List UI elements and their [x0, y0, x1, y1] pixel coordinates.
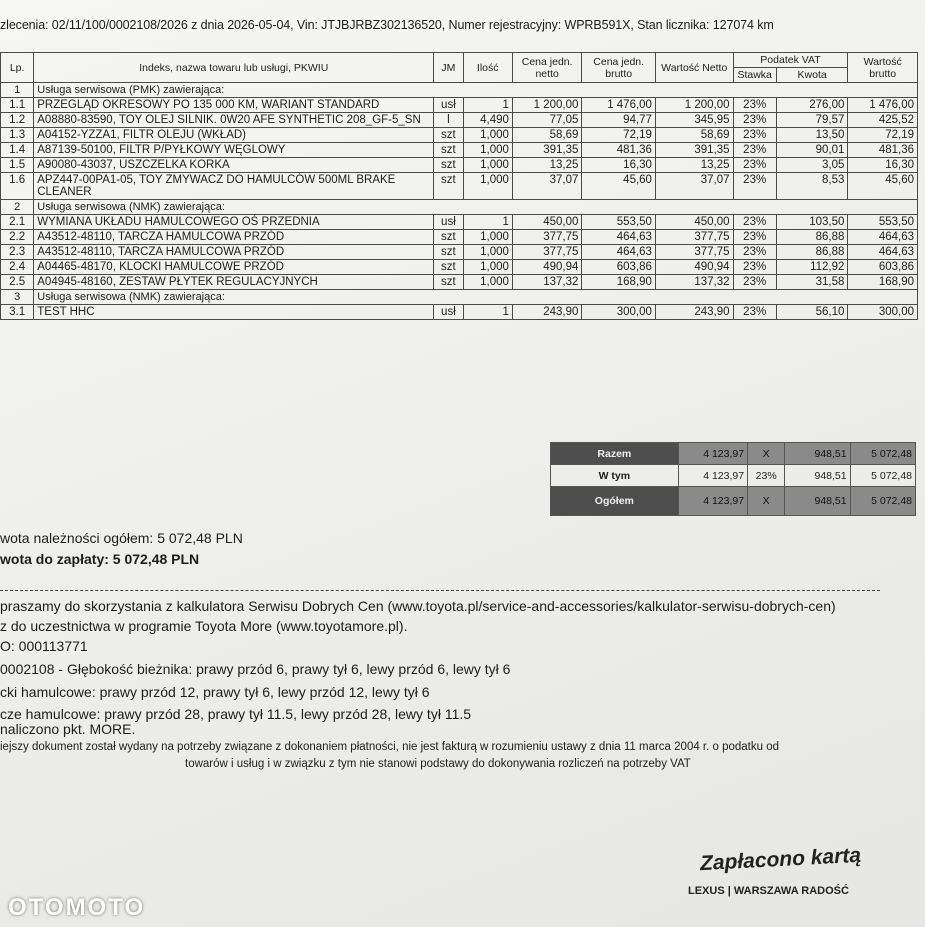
table-row [1, 245, 918, 260]
totals-vat: 948,51 [785, 487, 850, 516]
cell-name: A43512-48110, TARCZA HAMULCOWA PRZÓD [34, 245, 434, 260]
col-vat-group: Podatek VAT [733, 53, 848, 68]
cell-vat-amount: 86,88 [776, 245, 848, 260]
table-row [1, 98, 918, 113]
cell-unit-net: 243,90 [512, 305, 582, 320]
table-header-row [1, 53, 918, 68]
cell-vat-rate: 23% [733, 305, 776, 320]
cell-lp: 1.1 [1, 98, 34, 113]
col-jm: JM [434, 53, 463, 83]
cell-qty: 1,000 [463, 245, 512, 260]
disclaimer-line: iejszy dokument został wydany na potrzeby związane z dokonaniem płatności, nie jest fakturą w rozumieniu ustawy z dnia 11 marca 2004 r. o podatku od [0, 741, 780, 753]
cell-unit-gross: 300,00 [582, 305, 656, 320]
dealer-stamp: LEXUS | WARSZAWA RADOŚĆ [688, 885, 849, 897]
cell-lp: 2.1 [1, 215, 34, 230]
cell-lp: 1.6 [1, 173, 34, 200]
cell-vat-rate: 23% [733, 230, 776, 245]
cell-gross: 1 476,00 [848, 98, 918, 113]
cell-lp: 1 [1, 83, 34, 98]
cell-qty: 1,000 [463, 230, 512, 245]
cell-jm: usł [434, 305, 463, 320]
cell-jm: szt [434, 260, 463, 275]
cell-unit-net: 137,32 [512, 275, 582, 290]
cell-lp: 3 [1, 290, 34, 305]
totals-label: Razem [551, 443, 679, 465]
cell-jm: szt [434, 158, 463, 173]
cell-vat-amount: 103,50 [776, 215, 848, 230]
cell-unit-gross: 464,63 [582, 245, 656, 260]
cell-jm: szt [434, 230, 463, 245]
cell-qty: 1,000 [463, 173, 512, 200]
cell-name: A43512-48110, TARCZA HAMULCOWA PRZÓD [34, 230, 434, 245]
cell-lp: 2.3 [1, 245, 34, 260]
cell-unit-gross: 94,77 [582, 113, 656, 128]
cell-lp: 1.4 [1, 143, 34, 158]
totals-gross: 5 072,48 [850, 443, 915, 465]
section-row [1, 290, 918, 305]
cell-name: TEST HHC [34, 305, 434, 320]
cell-gross: 464,63 [848, 245, 918, 260]
totals-vat: 948,51 [785, 443, 850, 465]
col-vat-amount: Kwota [776, 68, 848, 83]
note-line: cze hamulcowe: prawy przód 28, prawy tył 11.5, lewy przód 28, lewy tył 11.5 [0, 706, 472, 722]
divider [0, 590, 880, 591]
cell-lp: 1.2 [1, 113, 34, 128]
cell-gross: 72,19 [848, 128, 918, 143]
col-lp: Lp. [1, 53, 34, 83]
cell-vat-amount: 112,92 [776, 260, 848, 275]
cell-jm: usł [434, 215, 463, 230]
cell-gross: 553,50 [848, 215, 918, 230]
cell-jm: szt [434, 173, 463, 200]
note-line: naliczono pkt. MORE. [0, 721, 136, 737]
cell-net: 58,69 [655, 128, 733, 143]
cell-jm: usł [434, 98, 463, 113]
cell-qty: 1,000 [463, 275, 512, 290]
cell-qty: 1 [463, 305, 512, 320]
cell-vat-rate: 23% [733, 128, 776, 143]
cell-vat-rate: 23% [733, 260, 776, 275]
cell-name: A90080-43037, USZCZELKA KORKA [34, 158, 434, 173]
cell-lp: 3.1 [1, 305, 34, 320]
table-row [1, 275, 918, 290]
cell-name: A04465-48170, KLOCKI HAMULCOWE PRZÓD [34, 260, 434, 275]
cell-net: 13,25 [655, 158, 733, 173]
cell-jm: szt [434, 128, 463, 143]
cell-unit-gross: 72,19 [582, 128, 656, 143]
cell-gross: 603,86 [848, 260, 918, 275]
totals-rate: 23% [748, 465, 785, 487]
col-vat-rate: Stawka [733, 68, 776, 83]
disclaimer-line: towarów i usług i w związku z tym nie stanowi podstawy do dokonywania rozliczeń na potrzeby VAT [185, 758, 691, 770]
table-row [1, 260, 918, 275]
totals-rate: X [748, 487, 785, 516]
cell-net: 377,75 [655, 245, 733, 260]
cell-unit-gross: 481,36 [582, 143, 656, 158]
cell-unit-net: 1 200,00 [512, 98, 582, 113]
cell-vat-amount: 3,05 [776, 158, 848, 173]
cell-unit-gross: 45,60 [582, 173, 656, 200]
totals-label: W tym [551, 465, 679, 487]
table-row [1, 128, 918, 143]
cell-unit-net: 77,05 [512, 113, 582, 128]
cell-qty: 1,000 [463, 260, 512, 275]
table-row [1, 113, 918, 128]
cell-name: APZ447-00PA1-05, TOY ZMYWACZ DO HAMULCÓW 500ML BRAKE CLEANER [34, 173, 434, 200]
cell-vat-rate: 23% [733, 245, 776, 260]
totals-gross: 5 072,48 [850, 465, 915, 487]
col-gross: Wartość brutto [848, 53, 918, 83]
totals-row-ogolem [551, 487, 916, 516]
cell-vat-amount: 276,00 [776, 98, 848, 113]
totals-row-razem [551, 443, 916, 465]
cell-unit-gross: 553,50 [582, 215, 656, 230]
cell-name: WYMIANA UKŁADU HAMULCOWEGO OŚ PRZEDNIA [34, 215, 434, 230]
cell-vat-rate: 23% [733, 113, 776, 128]
note-line: O: 000113771 [0, 638, 88, 654]
cell-section-name: Usługa serwisowa (NMK) zawierająca: [34, 200, 918, 215]
cell-qty: 4,490 [463, 113, 512, 128]
totals-net: 4 123,97 [678, 487, 747, 516]
cell-jm: szt [434, 245, 463, 260]
cell-unit-net: 377,75 [512, 245, 582, 260]
col-unit-net: Cena jedn. netto [512, 53, 582, 83]
cell-vat-rate: 23% [733, 275, 776, 290]
cell-unit-gross: 1 476,00 [582, 98, 656, 113]
order-header: zlecenia: 02/11/100/0002108/2026 z dnia 2026-05-04, Vin: JTJBJRBZ302136520, Numer rejestracyjny: WPRB591X, Stan licznika: 127074 km [0, 18, 774, 32]
cell-gross: 464,63 [848, 230, 918, 245]
cell-name: A08880-83590, TOY OLEJ SILNIK. 0W20 AFE SYNTHETIC 208_GF-5_SN [34, 113, 434, 128]
table-row [1, 230, 918, 245]
table-row [1, 305, 918, 320]
totals-gross: 5 072,48 [850, 487, 915, 516]
cell-vat-rate: 23% [733, 215, 776, 230]
cell-lp: 2 [1, 200, 34, 215]
col-qty: Ilość [463, 53, 512, 83]
cell-vat-rate: 23% [733, 158, 776, 173]
cell-net: 490,94 [655, 260, 733, 275]
cell-name: PRZEGLĄD OKRESOWY PO 135 000 KM, WARIANT STANDARD [34, 98, 434, 113]
cell-qty: 1 [463, 215, 512, 230]
totals-net: 4 123,97 [678, 465, 747, 487]
items-body [1, 83, 918, 320]
amount-to-pay: wota do zapłaty: 5 072,48 PLN [0, 551, 200, 567]
totals-rate: X [748, 443, 785, 465]
cell-unit-net: 377,75 [512, 230, 582, 245]
totals-row-wtym [551, 465, 916, 487]
table-row [1, 173, 918, 200]
cell-lp: 2.5 [1, 275, 34, 290]
cell-unit-net: 450,00 [512, 215, 582, 230]
cell-unit-net: 391,35 [512, 143, 582, 158]
cell-vat-amount: 13,50 [776, 128, 848, 143]
cell-vat-amount: 90,01 [776, 143, 848, 158]
cell-lp: 1.3 [1, 128, 34, 143]
note-line: 0002108 - Głębokość bieżnika: prawy przód 6, prawy tył 6, lewy przód 6, lewy tył 6 [0, 661, 511, 677]
totals-label: Ogółem [551, 487, 679, 516]
totals-vat: 948,51 [785, 465, 850, 487]
cell-net: 377,75 [655, 230, 733, 245]
cell-net: 137,32 [655, 275, 733, 290]
cell-lp: 1.5 [1, 158, 34, 173]
cell-unit-net: 58,69 [512, 128, 582, 143]
cell-gross: 425,52 [848, 113, 918, 128]
cell-section-name: Usługa serwisowa (NMK) zawierająca: [34, 290, 918, 305]
cell-name: A87139-50100, FILTR P/PYŁKOWY WĘGLOWY [34, 143, 434, 158]
cell-jm: szt [434, 143, 463, 158]
cell-lp: 2.2 [1, 230, 34, 245]
cell-jm: l [434, 113, 463, 128]
col-net: Wartość Netto [655, 53, 733, 83]
section-row [1, 200, 918, 215]
note-line: z do uczestnictwa w programie Toyota More (www.toyotamore.pl). [0, 618, 408, 634]
totals-net: 4 123,97 [678, 443, 747, 465]
note-line: cki hamulcowe: prawy przód 12, prawy tył 6, lewy przód 12, lewy tył 6 [0, 684, 430, 700]
cell-qty: 1,000 [463, 158, 512, 173]
cell-net: 450,00 [655, 215, 733, 230]
items-table [0, 52, 918, 320]
table-row [1, 143, 918, 158]
cell-unit-gross: 464,63 [582, 230, 656, 245]
cell-gross: 168,90 [848, 275, 918, 290]
cell-vat-rate: 23% [733, 173, 776, 200]
cell-gross: 300,00 [848, 305, 918, 320]
cell-net: 1 200,00 [655, 98, 733, 113]
cell-lp: 2.4 [1, 260, 34, 275]
table-row [1, 215, 918, 230]
cell-gross: 45,60 [848, 173, 918, 200]
cell-unit-gross: 168,90 [582, 275, 656, 290]
otomoto-watermark: OTOMOTO [8, 894, 146, 921]
cell-vat-amount: 86,88 [776, 230, 848, 245]
cell-unit-net: 37,07 [512, 173, 582, 200]
cell-jm: szt [434, 275, 463, 290]
section-row [1, 83, 918, 98]
cell-net: 37,07 [655, 173, 733, 200]
col-unit-gross: Cena jedn. brutto [582, 53, 656, 83]
cell-name: A04152-YZZA1, FILTR OLEJU (WKŁAD) [34, 128, 434, 143]
cell-qty: 1 [463, 98, 512, 113]
cell-unit-gross: 603,86 [582, 260, 656, 275]
cell-vat-amount: 31,58 [776, 275, 848, 290]
cell-qty: 1,000 [463, 143, 512, 158]
cell-name: A04945-48160, ZESTAW PŁYTEK REGULACYJNYCH [34, 275, 434, 290]
note-line: praszamy do skorzystania z kalkulatora Serwisu Dobrych Cen (www.toyota.pl/service-and-accessories/kalkulator-serwisu-dobrych-cen) [0, 598, 836, 614]
cell-unit-gross: 16,30 [582, 158, 656, 173]
cell-vat-amount: 56,10 [776, 305, 848, 320]
table-row [1, 158, 918, 173]
cell-vat-amount: 8,53 [776, 173, 848, 200]
col-name: Indeks, nazwa towaru lub usługi, PKWIU [34, 53, 434, 83]
cell-section-name: Usługa serwisowa (PMK) zawierająca: [34, 83, 918, 98]
cell-qty: 1,000 [463, 128, 512, 143]
cell-vat-rate: 23% [733, 143, 776, 158]
cell-net: 345,95 [655, 113, 733, 128]
cell-gross: 16,30 [848, 158, 918, 173]
cell-gross: 481,36 [848, 143, 918, 158]
cell-net: 243,90 [655, 305, 733, 320]
cell-net: 391,35 [655, 143, 733, 158]
cell-unit-net: 490,94 [512, 260, 582, 275]
paid-by-card-stamp: Zapłacono kartą [699, 843, 862, 876]
amount-due-total: wota należności ogółem: 5 072,48 PLN [0, 530, 243, 546]
totals-table [550, 442, 916, 516]
cell-unit-net: 13,25 [512, 158, 582, 173]
cell-vat-amount: 79,57 [776, 113, 848, 128]
cell-vat-rate: 23% [733, 98, 776, 113]
